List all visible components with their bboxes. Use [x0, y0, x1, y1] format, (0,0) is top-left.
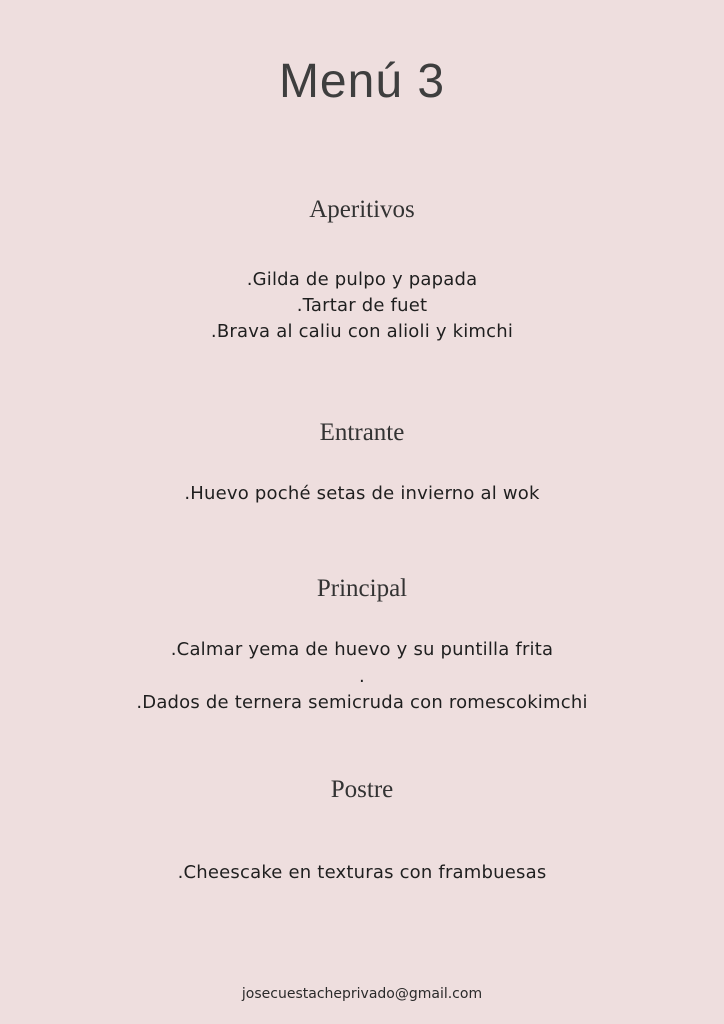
menu-title: Menú 3	[278, 55, 446, 108]
section-heading-aperitivos: Aperitivos	[309, 196, 415, 223]
menu-item: .Dados de ternera semicruda con romescokimchi	[136, 692, 588, 713]
menu-item: .Tartar de fuet	[296, 295, 428, 316]
section-heading-principal: Principal	[316, 575, 408, 602]
menu-item: .Brava al caliu con alioli y kimchi	[210, 321, 514, 342]
contact-email[interactable]: josecuestacheprivado@gmail.com	[241, 986, 483, 1002]
menu-item: .Huevo poché setas de invierno al wok	[184, 483, 540, 504]
menu-item: .Gilda de pulpo y papada	[246, 269, 478, 290]
section-heading-entrante: Entrante	[319, 419, 405, 446]
menu-item: .Calmar yema de huevo y su puntilla frita	[170, 639, 554, 660]
section-heading-postre: Postre	[330, 776, 394, 803]
menu-item-separator: .	[359, 666, 365, 687]
menu-item: .Cheescake en texturas con frambuesas	[177, 862, 547, 883]
